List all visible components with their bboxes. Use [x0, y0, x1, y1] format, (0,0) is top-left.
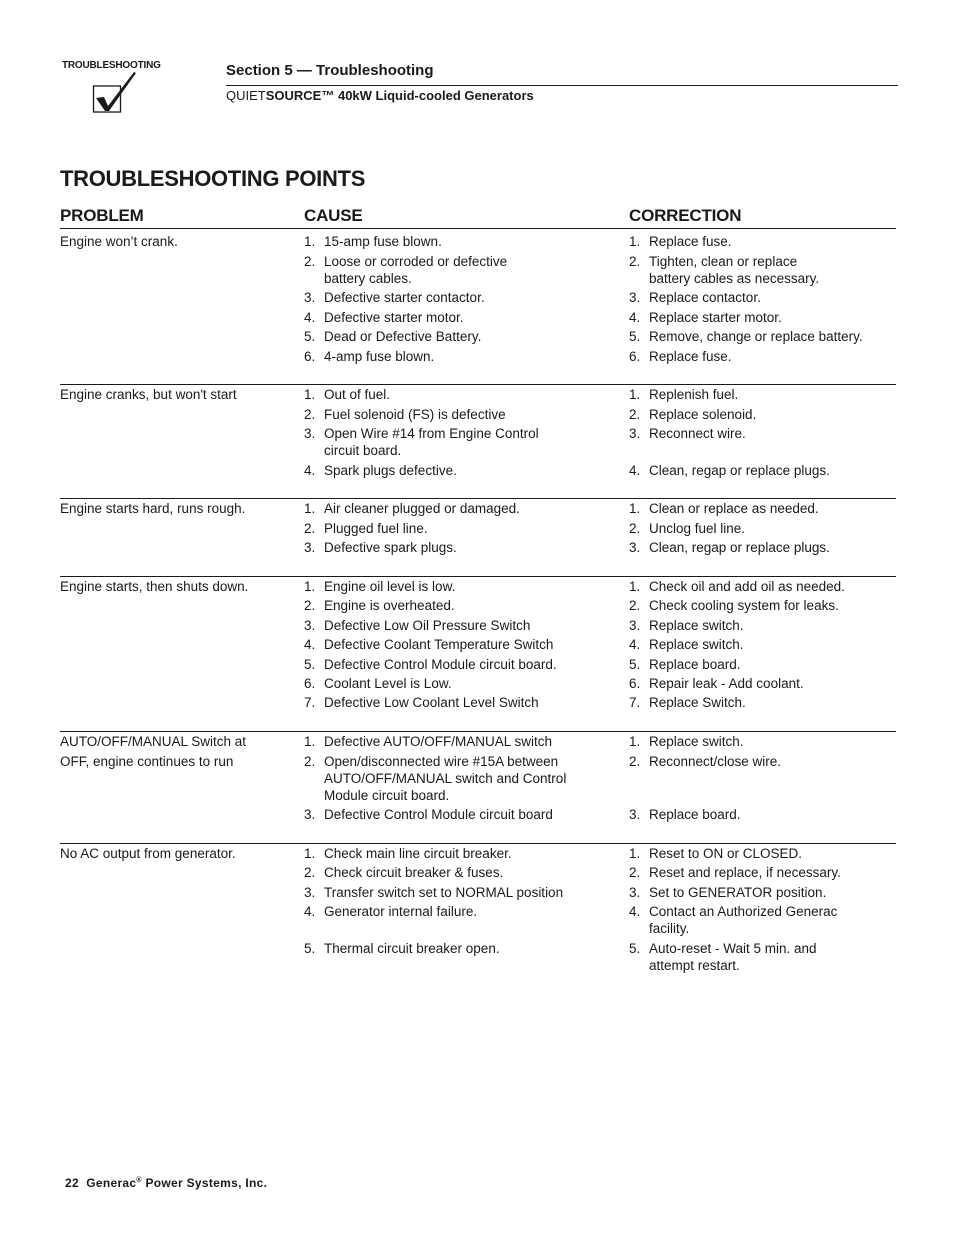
cause-item-line: Coolant Level is Low. [324, 676, 452, 691]
cause-item-text [324, 348, 434, 365]
correction-item-number: 4. [629, 310, 641, 325]
correction-item-number: 5. [629, 941, 641, 956]
correction-item [629, 845, 802, 862]
cause-item-number: 2. [304, 598, 316, 613]
correction-item-number: 1. [629, 579, 641, 594]
correction-item-line: Replace switch. [649, 637, 744, 652]
correction-item [629, 500, 819, 517]
correction-item-line: Reset and replace, if necessary. [649, 865, 841, 880]
correction-item [629, 328, 863, 345]
header-divider [60, 228, 896, 229]
cause-item [304, 694, 539, 711]
correction-item-text [649, 539, 830, 556]
correction-item [629, 753, 781, 770]
cause-item-line: Defective starter motor. [324, 310, 464, 325]
problem-text [60, 578, 248, 595]
cause-item-number: 6. [304, 349, 316, 364]
correction-item-text [649, 233, 732, 250]
problem-line: Engine starts, then shuts down. [60, 579, 249, 594]
correction-item-text [649, 636, 744, 653]
correction-item [629, 864, 841, 881]
correction-item-line: Replace fuse. [649, 349, 732, 364]
correction-item-number: 6. [629, 676, 641, 691]
cause-item-text [324, 733, 552, 750]
correction-item-text [649, 386, 738, 403]
correction-item-text [649, 578, 845, 595]
cause-item-number: 3. [304, 618, 316, 633]
correction-item-line: Replace fuse. [649, 234, 732, 249]
correction-item-number: 5. [629, 657, 641, 672]
problem-text [60, 733, 246, 770]
cause-item-line: battery cables. [324, 271, 412, 286]
cause-item-number: 6. [304, 676, 316, 691]
cause-item-text [324, 462, 457, 479]
correction-item [629, 386, 738, 403]
correction-item-line: Reconnect/close wire. [649, 754, 782, 769]
cause-item-line: Defective starter contactor. [324, 290, 485, 305]
cause-item [304, 733, 552, 750]
correction-item-number: 2. [629, 598, 641, 613]
correction-item-number: 1. [629, 501, 641, 516]
correction-item-text [649, 864, 841, 881]
cause-item [304, 309, 464, 326]
correction-item-text [649, 425, 746, 442]
cause-item-text [324, 656, 557, 673]
cause-item-line: Defective spark plugs. [324, 540, 457, 555]
cause-item-text [324, 617, 530, 634]
cause-item-line: Thermal circuit breaker open. [324, 941, 500, 956]
problem-line: No AC output from generator. [60, 846, 236, 861]
cause-item [304, 462, 457, 479]
correction-item-text [649, 348, 732, 365]
footer-company-suffix: Power Systems, Inc. [141, 1176, 268, 1190]
cause-item [304, 406, 506, 423]
correction-item-line: Clean, regap or replace plugs. [649, 540, 830, 555]
cause-item-number: 2. [304, 865, 316, 880]
correction-item-number: 2. [629, 521, 641, 536]
cause-item-text [324, 253, 507, 287]
row-separator [60, 731, 896, 732]
cause-item [304, 253, 507, 287]
correction-item [629, 617, 744, 634]
correction-item-line: Replace starter motor. [649, 310, 782, 325]
cause-item-line: Open Wire #14 from Engine Control [324, 426, 539, 441]
cause-item-line: Defective Control Module circuit board [324, 807, 553, 822]
cause-item-text [324, 884, 563, 901]
cause-item [304, 500, 520, 517]
checkbox-check-icon [90, 70, 138, 116]
cause-item-text [324, 520, 428, 537]
cause-item [304, 578, 455, 595]
correction-item-number: 3. [629, 618, 641, 633]
header-rule [226, 85, 898, 86]
cause-item-number: 2. [304, 521, 316, 536]
cause-item-number: 5. [304, 941, 316, 956]
cause-item-number: 3. [304, 807, 316, 822]
correction-item-number: 5. [629, 329, 641, 344]
problem-text [60, 386, 237, 403]
correction-item-line: Clean, regap or replace plugs. [649, 463, 830, 478]
cause-item-number: 1. [304, 501, 316, 516]
correction-item-text [649, 845, 802, 862]
cause-item [304, 597, 455, 614]
cause-item-text [324, 903, 477, 920]
cause-item [304, 328, 481, 345]
cause-item [304, 233, 442, 250]
cause-item-line: Plugged fuel line. [324, 521, 428, 536]
correction-item-text [649, 406, 756, 423]
cause-item-text [324, 753, 566, 804]
cause-item-line: 4-amp fuse blown. [324, 349, 435, 364]
cause-item [304, 675, 452, 692]
problem-text [60, 233, 178, 250]
correction-item-line: Replenish fuel. [649, 387, 739, 402]
cause-item-line: Air cleaner plugged or damaged. [324, 501, 520, 516]
correction-item-line: Unclog fuel line. [649, 521, 746, 536]
cause-item [304, 656, 557, 673]
correction-item-number: 2. [629, 754, 641, 769]
cause-item-line: 15-amp fuse blown. [324, 234, 442, 249]
product-line [226, 88, 534, 103]
cause-item-line: Check circuit breaker & fuses. [324, 865, 504, 880]
correction-item-text [649, 656, 741, 673]
correction-item-line: Auto-reset - Wait 5 min. and [649, 941, 817, 956]
cause-item-text [324, 406, 506, 423]
correction-item-line: facility. [649, 921, 690, 936]
cause-item-line: Out of fuel. [324, 387, 391, 402]
correction-item [629, 884, 826, 901]
badge-label: TROUBLESHOOTING [62, 60, 161, 71]
correction-item [629, 406, 756, 423]
problem-line: OFF, engine continues to run [60, 754, 234, 769]
cause-item-text [324, 845, 512, 862]
cause-item-text [324, 675, 452, 692]
correction-item-number: 1. [629, 734, 641, 749]
correction-item-text [649, 753, 781, 770]
cause-item-line: Spark plugs defective. [324, 463, 457, 478]
correction-item [629, 903, 837, 937]
correction-item-text [649, 694, 746, 711]
correction-item [629, 636, 744, 653]
cause-item-number: 4. [304, 310, 316, 325]
cause-item-number: 3. [304, 426, 316, 441]
correction-item-number: 4. [629, 637, 641, 652]
correction-item-text [649, 617, 744, 634]
correction-item [629, 694, 746, 711]
correction-item-number: 3. [629, 885, 641, 900]
correction-item [629, 656, 741, 673]
correction-item-number: 1. [629, 234, 641, 249]
cause-item [304, 636, 553, 653]
cause-item [304, 845, 512, 862]
correction-item-line: Remove, change or replace battery. [649, 329, 863, 344]
correction-item-number: 3. [629, 290, 641, 305]
correction-item-text [649, 884, 826, 901]
product-brand: SOURCE [265, 88, 322, 103]
cause-item-line: AUTO/OFF/MANUAL switch and Control [324, 771, 567, 786]
correction-item-text [649, 520, 745, 537]
problem-line: AUTO/OFF/MANUAL Switch at [60, 734, 247, 749]
cause-item-line: Check main line circuit breaker. [324, 846, 512, 861]
correction-item-number: 1. [629, 387, 641, 402]
correction-item-text [649, 597, 839, 614]
cause-item-line: Defective Control Module circuit board. [324, 657, 557, 672]
correction-item [629, 309, 782, 326]
cause-item-line: Engine oil level is low. [324, 579, 456, 594]
correction-item [629, 597, 839, 614]
correction-item-number: 6. [629, 349, 641, 364]
correction-item [629, 348, 732, 365]
correction-item-line: battery cables as necessary. [649, 271, 820, 286]
correction-item-number: 1. [629, 846, 641, 861]
correction-item-text [649, 903, 837, 937]
correction-item-text [649, 733, 744, 750]
correction-item [629, 675, 804, 692]
cause-item-number: 1. [304, 579, 316, 594]
cause-item [304, 753, 566, 804]
cause-item [304, 864, 503, 881]
cause-item-number: 5. [304, 329, 316, 344]
cause-item-line: Defective Coolant Temperature Switch [324, 637, 554, 652]
correction-item-line: Replace Switch. [649, 695, 746, 710]
correction-item-text [649, 806, 741, 823]
cause-item-line: Fuel solenoid (FS) is defective [324, 407, 506, 422]
correction-item-text [649, 328, 863, 345]
correction-item-number: 2. [629, 254, 641, 269]
cause-item [304, 425, 539, 459]
cause-item-line: Engine is overheated. [324, 598, 455, 613]
row-separator [60, 498, 896, 499]
product-prefix: QUIET [226, 88, 266, 103]
correction-item-line: Repair leak - Add coolant. [649, 676, 804, 691]
correction-item [629, 425, 746, 442]
correction-item-number: 3. [629, 426, 641, 441]
correction-item [629, 733, 744, 750]
correction-item-line: Clean or replace as needed. [649, 501, 819, 516]
correction-item [629, 520, 745, 537]
cause-item-number: 1. [304, 846, 316, 861]
cause-item-line: Defective Low Coolant Level Switch [324, 695, 539, 710]
problem-text [60, 500, 245, 517]
cause-item [304, 940, 500, 957]
correction-item [629, 462, 830, 479]
correction-item [629, 289, 761, 306]
cause-item-number: 1. [304, 734, 316, 749]
correction-item-text [649, 500, 819, 517]
cause-item-line: Dead or Defective Battery. [324, 329, 482, 344]
correction-item [629, 940, 817, 974]
correction-item-text [649, 462, 830, 479]
cause-item-text [324, 500, 520, 517]
cause-item-number: 2. [304, 754, 316, 769]
correction-item [629, 578, 845, 595]
page-title: TROUBLESHOOTING POINTS [60, 166, 366, 191]
cause-item-number: 1. [304, 387, 316, 402]
correction-item-text [649, 289, 761, 306]
cause-item-number: 4. [304, 463, 316, 478]
correction-item-line: Replace solenoid. [649, 407, 757, 422]
correction-item-number: 2. [629, 865, 641, 880]
correction-item-line: Replace board. [649, 807, 741, 822]
row-separator [60, 576, 896, 577]
correction-item-number: 2. [629, 407, 641, 422]
cause-item [304, 539, 457, 556]
problem-text [60, 845, 236, 862]
correction-item-number: 4. [629, 904, 641, 919]
cause-item-line: Generator internal failure. [324, 904, 478, 919]
cause-item-text [324, 806, 553, 823]
cause-item-number: 3. [304, 885, 316, 900]
cause-item [304, 806, 553, 823]
correction-item-text [649, 309, 782, 326]
problem-line: Engine starts hard, runs rough. [60, 501, 246, 516]
cause-item-line: Transfer switch set to NORMAL position [324, 885, 564, 900]
cause-item-line: Module circuit board. [324, 788, 450, 803]
cause-item-number: 5. [304, 657, 316, 672]
cause-item-text [324, 940, 500, 957]
cause-item [304, 289, 485, 306]
cause-item-number: 4. [304, 637, 316, 652]
row-separator [60, 843, 896, 844]
cause-item-number: 4. [304, 904, 316, 919]
correction-item [629, 806, 741, 823]
cause-item-number: 2. [304, 407, 316, 422]
cause-item-text [324, 425, 539, 459]
correction-item-text [649, 940, 817, 974]
cause-item-number: 7. [304, 695, 316, 710]
troubleshooting-badge [62, 60, 172, 116]
column-header-problem: PROBLEM [60, 206, 144, 225]
cause-item [304, 520, 428, 537]
cause-item-text [324, 289, 485, 306]
correction-item [629, 233, 732, 250]
correction-item-number: 3. [629, 540, 641, 555]
cause-item-line: Defective AUTO/OFF/MANUAL switch [324, 734, 553, 749]
cause-item-text [324, 597, 455, 614]
correction-item-line: Check cooling system for leaks. [649, 598, 839, 613]
cause-item [304, 617, 530, 634]
correction-item-line: Contact an Authorized Generac [649, 904, 838, 919]
cause-item-text [324, 578, 455, 595]
column-header-correction: CORRECTION [629, 206, 742, 225]
page-number: 22 [65, 1176, 79, 1190]
footer-company: Generac [86, 1176, 137, 1190]
cause-item [304, 348, 434, 365]
correction-item-number: 3. [629, 807, 641, 822]
row-separator [60, 384, 896, 385]
cause-item [304, 386, 390, 403]
cause-item [304, 903, 477, 920]
correction-item-line: Set to GENERATOR position. [649, 885, 827, 900]
cause-item-text [324, 328, 481, 345]
cause-item-text [324, 386, 390, 403]
cause-item-number: 1. [304, 234, 316, 249]
cause-item-line: Loose or corroded or defective [324, 254, 508, 269]
correction-item-line: Replace switch. [649, 734, 744, 749]
correction-item-line: Replace contactor. [649, 290, 761, 305]
cause-item-line: Defective Low Oil Pressure Switch [324, 618, 531, 633]
registered-mark: ® [136, 1177, 142, 1184]
correction-item-text [649, 675, 804, 692]
correction-item-text [649, 253, 819, 287]
cause-item-text [324, 864, 503, 881]
cause-item-number: 3. [304, 540, 316, 555]
cause-item-text [324, 694, 539, 711]
cause-item-text [324, 233, 442, 250]
cause-item [304, 884, 563, 901]
page-footer [65, 1176, 267, 1190]
correction-item-line: Tighten, clean or replace [649, 254, 798, 269]
correction-item-number: 4. [629, 463, 641, 478]
cause-item-line: circuit board. [324, 443, 402, 458]
cause-item-text [324, 539, 457, 556]
cause-item-text [324, 309, 464, 326]
correction-item-line: Reconnect wire. [649, 426, 746, 441]
correction-item-number: 7. [629, 695, 641, 710]
cause-item-number: 2. [304, 254, 316, 269]
product-suffix: ™ 40kW Liquid-cooled Generators [321, 88, 534, 103]
cause-item-line: Open/disconnected wire #15A between [324, 754, 559, 769]
cause-item-text [324, 636, 553, 653]
correction-item [629, 253, 819, 287]
cause-item-number: 3. [304, 290, 316, 305]
correction-item [629, 539, 830, 556]
correction-item-line: Check oil and add oil as needed. [649, 579, 845, 594]
column-header-cause: CAUSE [304, 206, 363, 225]
correction-item-line: Replace board. [649, 657, 741, 672]
problem-line: Engine won’t crank. [60, 234, 178, 249]
section-title: Section 5 — Troubleshooting [226, 62, 434, 79]
problem-line: Engine cranks, but won't start [60, 387, 237, 402]
correction-item-line: attempt restart. [649, 958, 740, 973]
correction-item-line: Reset to ON or CLOSED. [649, 846, 803, 861]
correction-item-line: Replace switch. [649, 618, 744, 633]
